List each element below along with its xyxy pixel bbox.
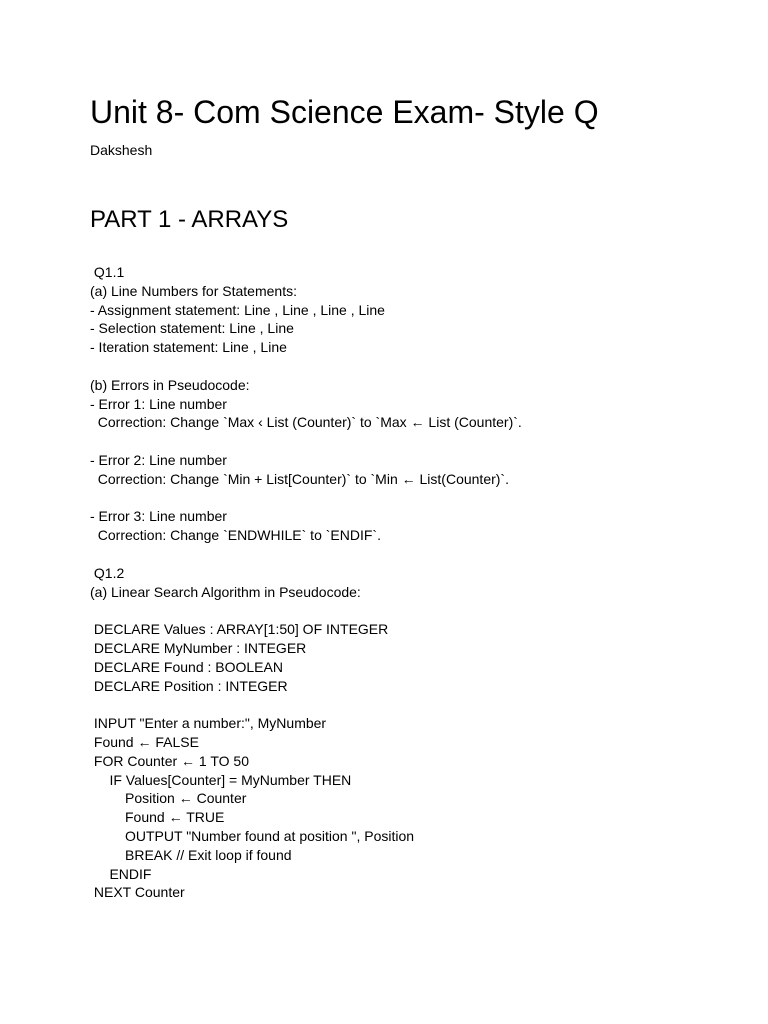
text-line: Q1.2: [90, 564, 125, 581]
document-title: Unit 8- Com Science Exam- Style Q: [90, 94, 599, 130]
text-line: [90, 695, 730, 714]
text-line: Found ← TRUE: [90, 809, 225, 826]
text-line: IF Values[Counter] = MyNumber THEN: [90, 771, 352, 788]
text-line: BREAK // Exit loop if found: [90, 846, 292, 863]
text-line: Correction: Change `Min + List[Counter)` to `Min ← List(Counter)`.: [90, 470, 509, 487]
text-line: - Iteration statement: Line , Line: [90, 339, 287, 356]
text-line: DECLARE Values : ARRAY[1:50] OF INTEGER: [90, 621, 389, 638]
text-line: [90, 489, 730, 508]
text-line: DECLARE Found : BOOLEAN: [90, 658, 283, 675]
text-line: - Error 2: Line number: [90, 451, 227, 468]
text-line: [90, 545, 730, 564]
text-line: (a) Line Numbers for Statements:: [90, 282, 297, 299]
document-body: [90, 263, 730, 902]
text-line: Found ← FALSE: [90, 733, 199, 750]
text-line: INPUT "Enter a number:", MyNumber: [90, 715, 327, 732]
text-line: (b) Errors in Pseudocode:: [90, 376, 250, 393]
text-line: ENDIF: [90, 865, 152, 882]
text-line: (a) Linear Search Algorithm in Pseudocode:: [90, 583, 361, 600]
text-line: [90, 432, 730, 451]
document-author: Dakshesh: [90, 142, 153, 158]
text-line: [90, 601, 730, 620]
text-line: [90, 357, 730, 376]
text-line: - Error 1: Line number: [90, 395, 227, 412]
text-line: - Assignment statement: Line , Line , Line , Line: [90, 301, 385, 318]
section-heading: PART 1 - ARRAYS: [90, 206, 289, 233]
text-line: - Selection statement: Line , Line: [90, 320, 294, 337]
text-line: Position ← Counter: [90, 790, 247, 807]
text-line: Q1.1: [90, 264, 125, 280]
text-line: DECLARE Position : INTEGER: [90, 677, 288, 694]
text-line: NEXT Counter: [90, 884, 185, 901]
text-line: FOR Counter ← 1 TO 50: [90, 752, 249, 769]
text-line: DECLARE MyNumber : INTEGER: [90, 639, 307, 656]
text-line: Correction: Change `ENDWHILE` to `ENDIF`.: [90, 527, 381, 544]
text-line: Correction: Change `Max ‹ List (Counter)` to `Max ← List (Counter)`.: [90, 414, 522, 431]
text-line: - Error 3: Line number: [90, 508, 227, 525]
text-line: OUTPUT "Number found at position ", Position: [90, 827, 415, 844]
